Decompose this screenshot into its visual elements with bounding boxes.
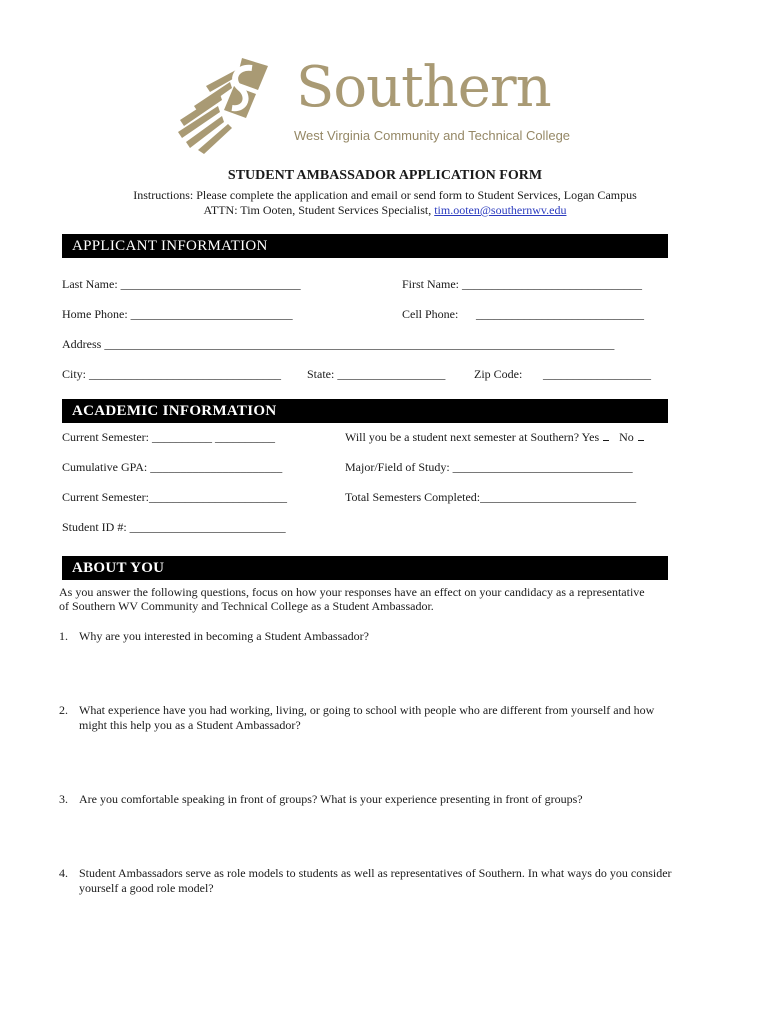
next-semester-question	[345, 430, 648, 445]
cumulative-gpa-field[interactable]: Cumulative GPA: ______________________	[62, 460, 283, 474]
address-field[interactable]: Address _____________________________________________________________________________________	[62, 337, 615, 351]
zip-code-label: Zip Code:	[474, 367, 523, 381]
logo-wordmark: Southern	[296, 55, 551, 120]
question-text: Are you comfortable speaking in front of groups? What is your experience presenting in front of groups?	[79, 792, 583, 806]
about-intro-line-2: of Southern WV Community and Technical College as a Student Ambassador.	[59, 599, 434, 613]
home-phone-field[interactable]: Home Phone: ___________________________	[62, 307, 293, 321]
question-text: Why are you interested in becoming a Student Ambassador?	[79, 629, 369, 643]
instructions-attn: ATTN: Tim Ooten, Student Services Specialist,	[203, 203, 435, 217]
major-field[interactable]: Major/Field of Study: ______________________________	[345, 460, 633, 474]
next-semester-no-label: No	[619, 430, 634, 444]
last-name-field[interactable]: Last Name: ______________________________	[62, 277, 301, 291]
next-semester-yes-label: Will you be a student next semester at Southern? Yes	[345, 430, 600, 444]
state-field[interactable]: State: __________________	[307, 367, 446, 381]
current-semester-field-2[interactable]: Current Semester:_______________________	[62, 490, 287, 504]
city-field[interactable]: City: ________________________________	[62, 367, 282, 381]
question-text-continued: might this help you as a Student Ambassador?	[79, 718, 301, 732]
question-text: What experience have you had working, living, or going to school with people who are different from yourself and how	[79, 703, 655, 717]
about-you-header	[62, 556, 668, 580]
current-semester-field[interactable]: Current Semester: __________ __________	[62, 430, 275, 444]
academic-information-header	[62, 399, 668, 423]
about-intro-line-1: As you answer the following questions, focus on how your responses have an effect on your candidacy as a representative	[59, 585, 645, 599]
question-number: 1.	[59, 629, 68, 643]
yes-checkbox[interactable]	[603, 431, 609, 441]
first-name-field[interactable]: First Name: ______________________________	[402, 277, 642, 291]
form-title: STUDENT AMBASSADOR APPLICATION FORM	[227, 168, 543, 183]
question-text: Student Ambassadors serve as role models to students as well as representatives of Southern. In what ways do you consider	[79, 866, 672, 880]
question-number: 3.	[59, 792, 68, 806]
logo-subtitle: West Virginia Community and Technical College	[294, 128, 571, 143]
student-id-field[interactable]: Student ID #: __________________________	[62, 520, 286, 534]
contact-email-link[interactable]: tim.ooten@southernwv.edu	[434, 203, 567, 217]
academic-information-title: ACADEMIC INFORMATION	[72, 403, 277, 419]
applicant-information-header	[62, 234, 668, 258]
question-number: 2.	[59, 703, 68, 717]
question-number: 4.	[59, 866, 68, 880]
instructions-line-2	[0, 203, 770, 218]
cell-phone-field[interactable]: ____________________________	[476, 307, 644, 321]
southern-logo-mark-icon	[176, 56, 296, 156]
applicant-information-title: APPLICANT INFORMATION	[72, 238, 268, 254]
zip-code-field[interactable]: __________________	[543, 367, 651, 381]
no-checkbox[interactable]	[638, 431, 644, 441]
about-you-title: ABOUT YOU	[72, 560, 165, 576]
instructions-line-1: Instructions: Please complete the application and email or send form to Student Services, Logan Campus	[133, 188, 637, 202]
total-semesters-field[interactable]: Total Semesters Completed:__________________________	[345, 490, 637, 504]
question-text-continued: yourself a good role model?	[79, 881, 214, 895]
cell-phone-label: Cell Phone:	[402, 307, 459, 321]
